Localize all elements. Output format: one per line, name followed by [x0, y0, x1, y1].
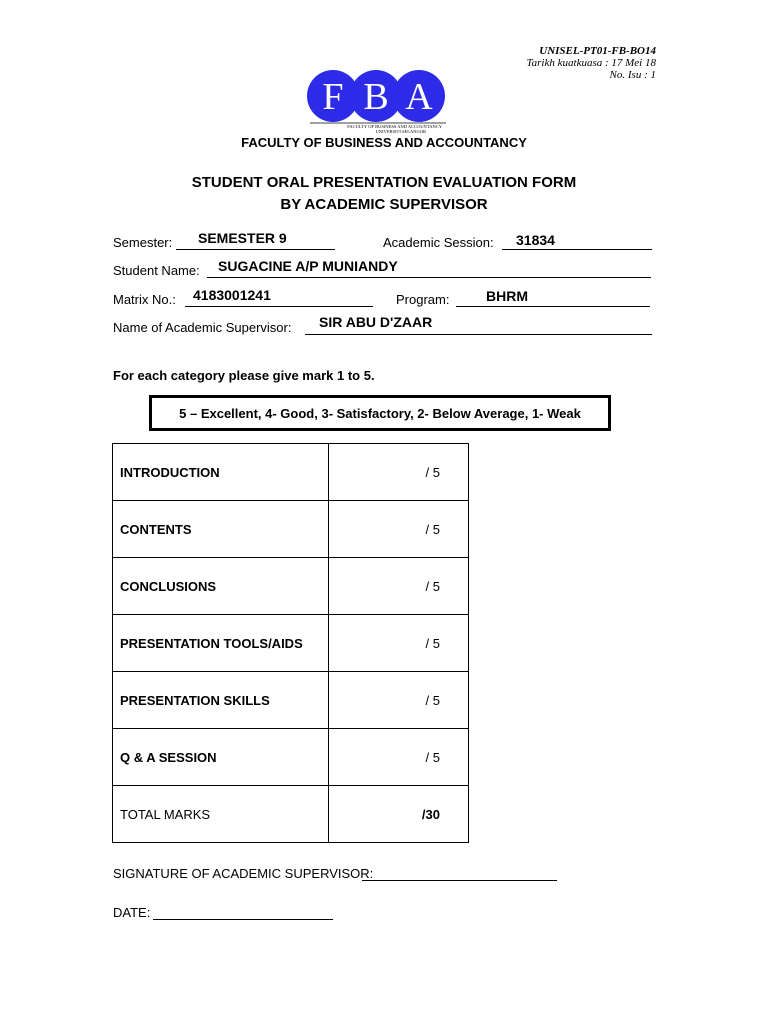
category-presentation-skills: PRESENTATION SKILLS: [113, 672, 329, 729]
table-row: [113, 501, 469, 558]
table-row-total: [113, 786, 469, 843]
fba-logo: [306, 66, 446, 136]
rating-scale-text: 5 – Excellent, 4- Good, 3- Satisfactory, 2- Below Average, 1- Weak: [179, 405, 581, 421]
issue-number: No. Isu : 1: [609, 69, 656, 81]
session-value[interactable]: 31834: [516, 232, 555, 248]
supervisor-value[interactable]: SIR ABU D'ZAAR: [319, 314, 433, 330]
logo-university: UNIVERSITI SELANGOR: [375, 129, 426, 134]
rating-scale-box: [149, 395, 611, 431]
category-conclusions: CONCLUSIONS: [113, 558, 329, 615]
category-qa-session: Q & A SESSION: [113, 729, 329, 786]
score-cell[interactable]: / 5: [329, 729, 469, 786]
document-code: UNISEL-PT01-FB-BO14: [539, 45, 656, 57]
student-name-line: [207, 277, 651, 278]
table-row: [113, 672, 469, 729]
semester-value[interactable]: SEMESTER 9: [198, 230, 287, 246]
supervisor-label: Name of Academic Supervisor:: [113, 320, 292, 335]
logo-letter-a: A: [405, 76, 433, 118]
date-line[interactable]: [153, 919, 333, 920]
total-score-cell[interactable]: /30: [329, 786, 469, 843]
score-cell[interactable]: / 5: [329, 615, 469, 672]
matrix-label: Matrix No.:: [113, 292, 176, 307]
supervisor-line: [305, 334, 652, 335]
program-line: [456, 306, 650, 307]
table-row: [113, 558, 469, 615]
date-label: DATE:: [113, 905, 151, 920]
marks-table: [112, 443, 469, 843]
table-row: [113, 615, 469, 672]
category-contents: CONTENTS: [113, 501, 329, 558]
logo-tagline: FACULTY OF BUSINESS AND ACCOUNTANCY: [347, 124, 442, 129]
faculty-title: FACULTY OF BUSINESS AND ACCOUNTANCY: [241, 135, 527, 150]
program-value[interactable]: BHRM: [486, 288, 528, 304]
instruction-text: For each category please give mark 1 to 5.: [113, 368, 375, 383]
form-title: STUDENT ORAL PRESENTATION EVALUATION FORM: [191, 174, 577, 191]
category-introduction: INTRODUCTION: [113, 444, 329, 501]
student-name-label: Student Name:: [113, 263, 200, 278]
category-presentation-tools: PRESENTATION TOOLS/AIDS: [113, 615, 329, 672]
matrix-value[interactable]: 4183001241: [193, 287, 271, 303]
program-label: Program:: [396, 292, 450, 307]
logo-letter-f: F: [322, 76, 344, 118]
document-reference: [527, 45, 656, 81]
score-cell[interactable]: / 5: [329, 672, 469, 729]
score-cell[interactable]: / 5: [329, 558, 469, 615]
signature-line[interactable]: [362, 880, 557, 881]
student-name-value[interactable]: SUGACINE A/P MUNIANDY: [218, 258, 398, 274]
table-row: [113, 729, 469, 786]
category-total-marks: TOTAL MARKS: [113, 786, 329, 843]
matrix-line: [185, 306, 373, 307]
effective-date: Tarikh kuatkuasa : 17 Mei 18: [526, 57, 656, 69]
score-cell[interactable]: / 5: [329, 444, 469, 501]
table-row: [113, 444, 469, 501]
signature-label: SIGNATURE OF ACADEMIC SUPERVISOR:: [113, 866, 374, 881]
semester-line: [176, 249, 335, 250]
score-cell[interactable]: / 5: [329, 501, 469, 558]
semester-label: Semester:: [113, 235, 173, 250]
session-line: [502, 249, 652, 250]
session-label: Academic Session:: [383, 235, 494, 250]
form-subtitle: BY ACADEMIC SUPERVISOR: [280, 196, 488, 213]
logo-letter-b: B: [363, 76, 389, 118]
